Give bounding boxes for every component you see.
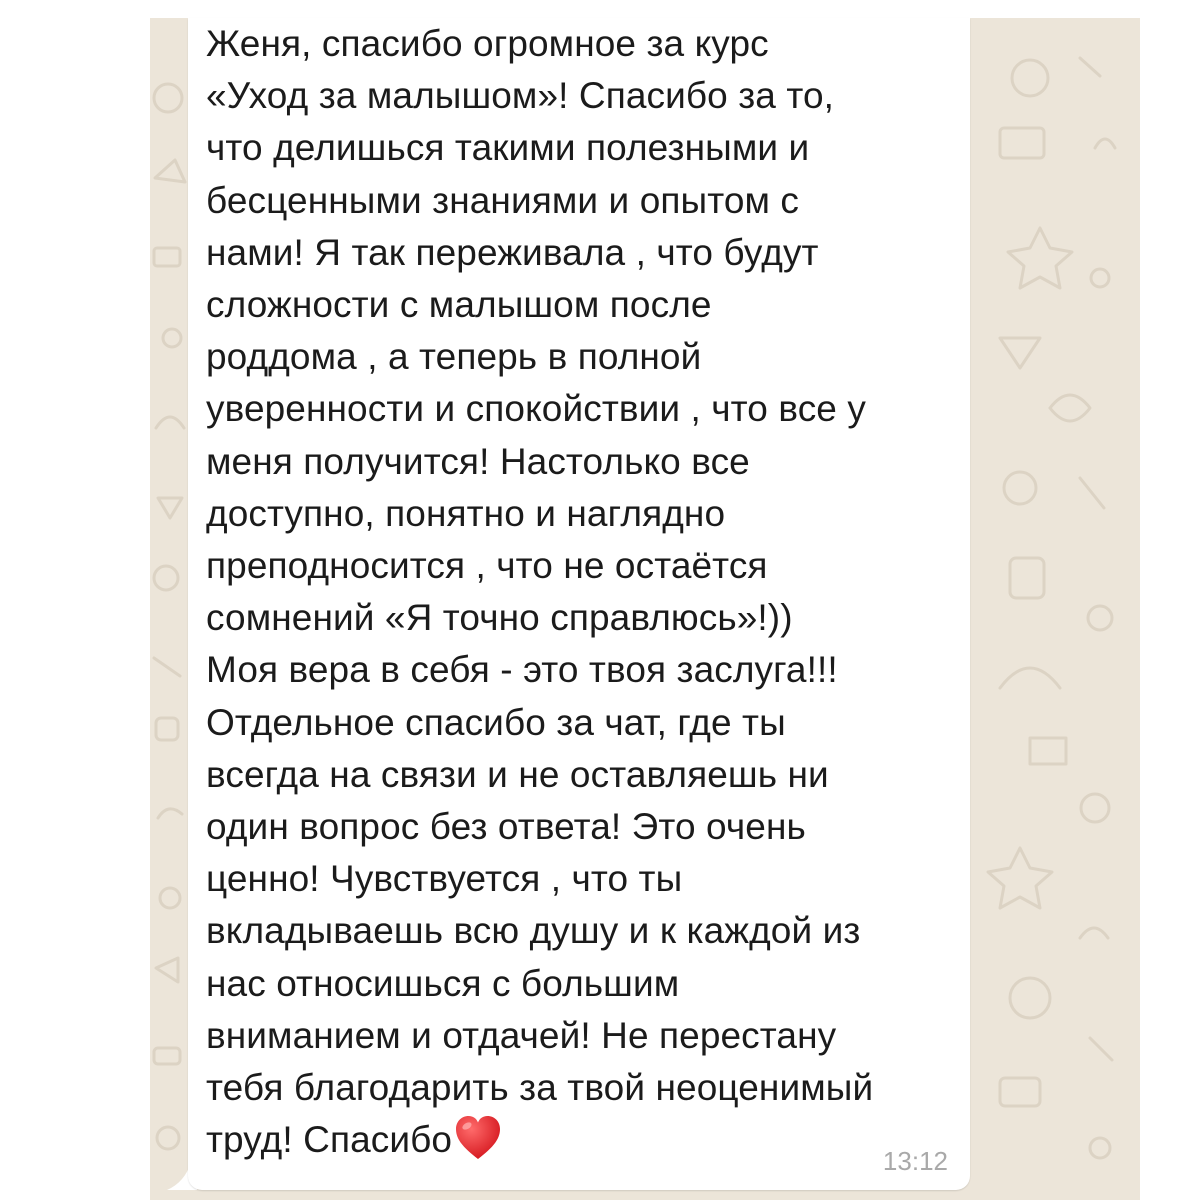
message-line: что делишься такими полезными и <box>206 127 810 169</box>
message-line: тебя благодарить за твой неоценимый <box>206 1067 874 1109</box>
message-line: вниманием и отдачей! Не перестану <box>206 1014 837 1056</box>
message-line: «Уход за малышом»! Спасибо за то, <box>206 75 835 117</box>
message-line: доступно, понятно и наглядно <box>206 492 726 534</box>
message-line: бесценными знаниями и опытом с <box>206 179 800 221</box>
message-timestamp: 13:12 <box>882 1146 948 1176</box>
message-line: Моя вера в себя - это твоя заслуга!!! <box>206 649 838 691</box>
message-line: Отдельное спасибо за чат, где ты <box>206 701 786 743</box>
message-line: вкладываешь всю душу и к каждой из <box>206 910 861 952</box>
message-line: всегда на связи и не оставляешь ни <box>206 753 829 795</box>
message-line: преподносится , что не остаётся <box>206 545 768 587</box>
message-line: меня получится! Настолько все <box>206 440 750 482</box>
message-line: один вопрос без ответа! Это очень <box>206 806 806 848</box>
message-line: сомнений «Я точно справлюсь»!)) <box>206 597 793 639</box>
heart-emoji-icon <box>454 1115 502 1161</box>
message-last-line: труд! Спасибо <box>206 1119 453 1161</box>
message-text <box>206 18 966 1166</box>
message-line: Женя, спасибо огромное за курс <box>206 23 769 64</box>
message-line: уверенности и спокойствии , что все у <box>206 388 866 430</box>
message-line: роддома , а теперь в полной <box>206 336 702 378</box>
message-line: нами! Я так переживала , что будут <box>206 231 819 273</box>
message-line: ценно! Чувствуется , что ты <box>206 858 683 900</box>
message-line: сложности с малышом после <box>206 284 712 326</box>
message-line: нас относишься с большим <box>206 962 680 1004</box>
